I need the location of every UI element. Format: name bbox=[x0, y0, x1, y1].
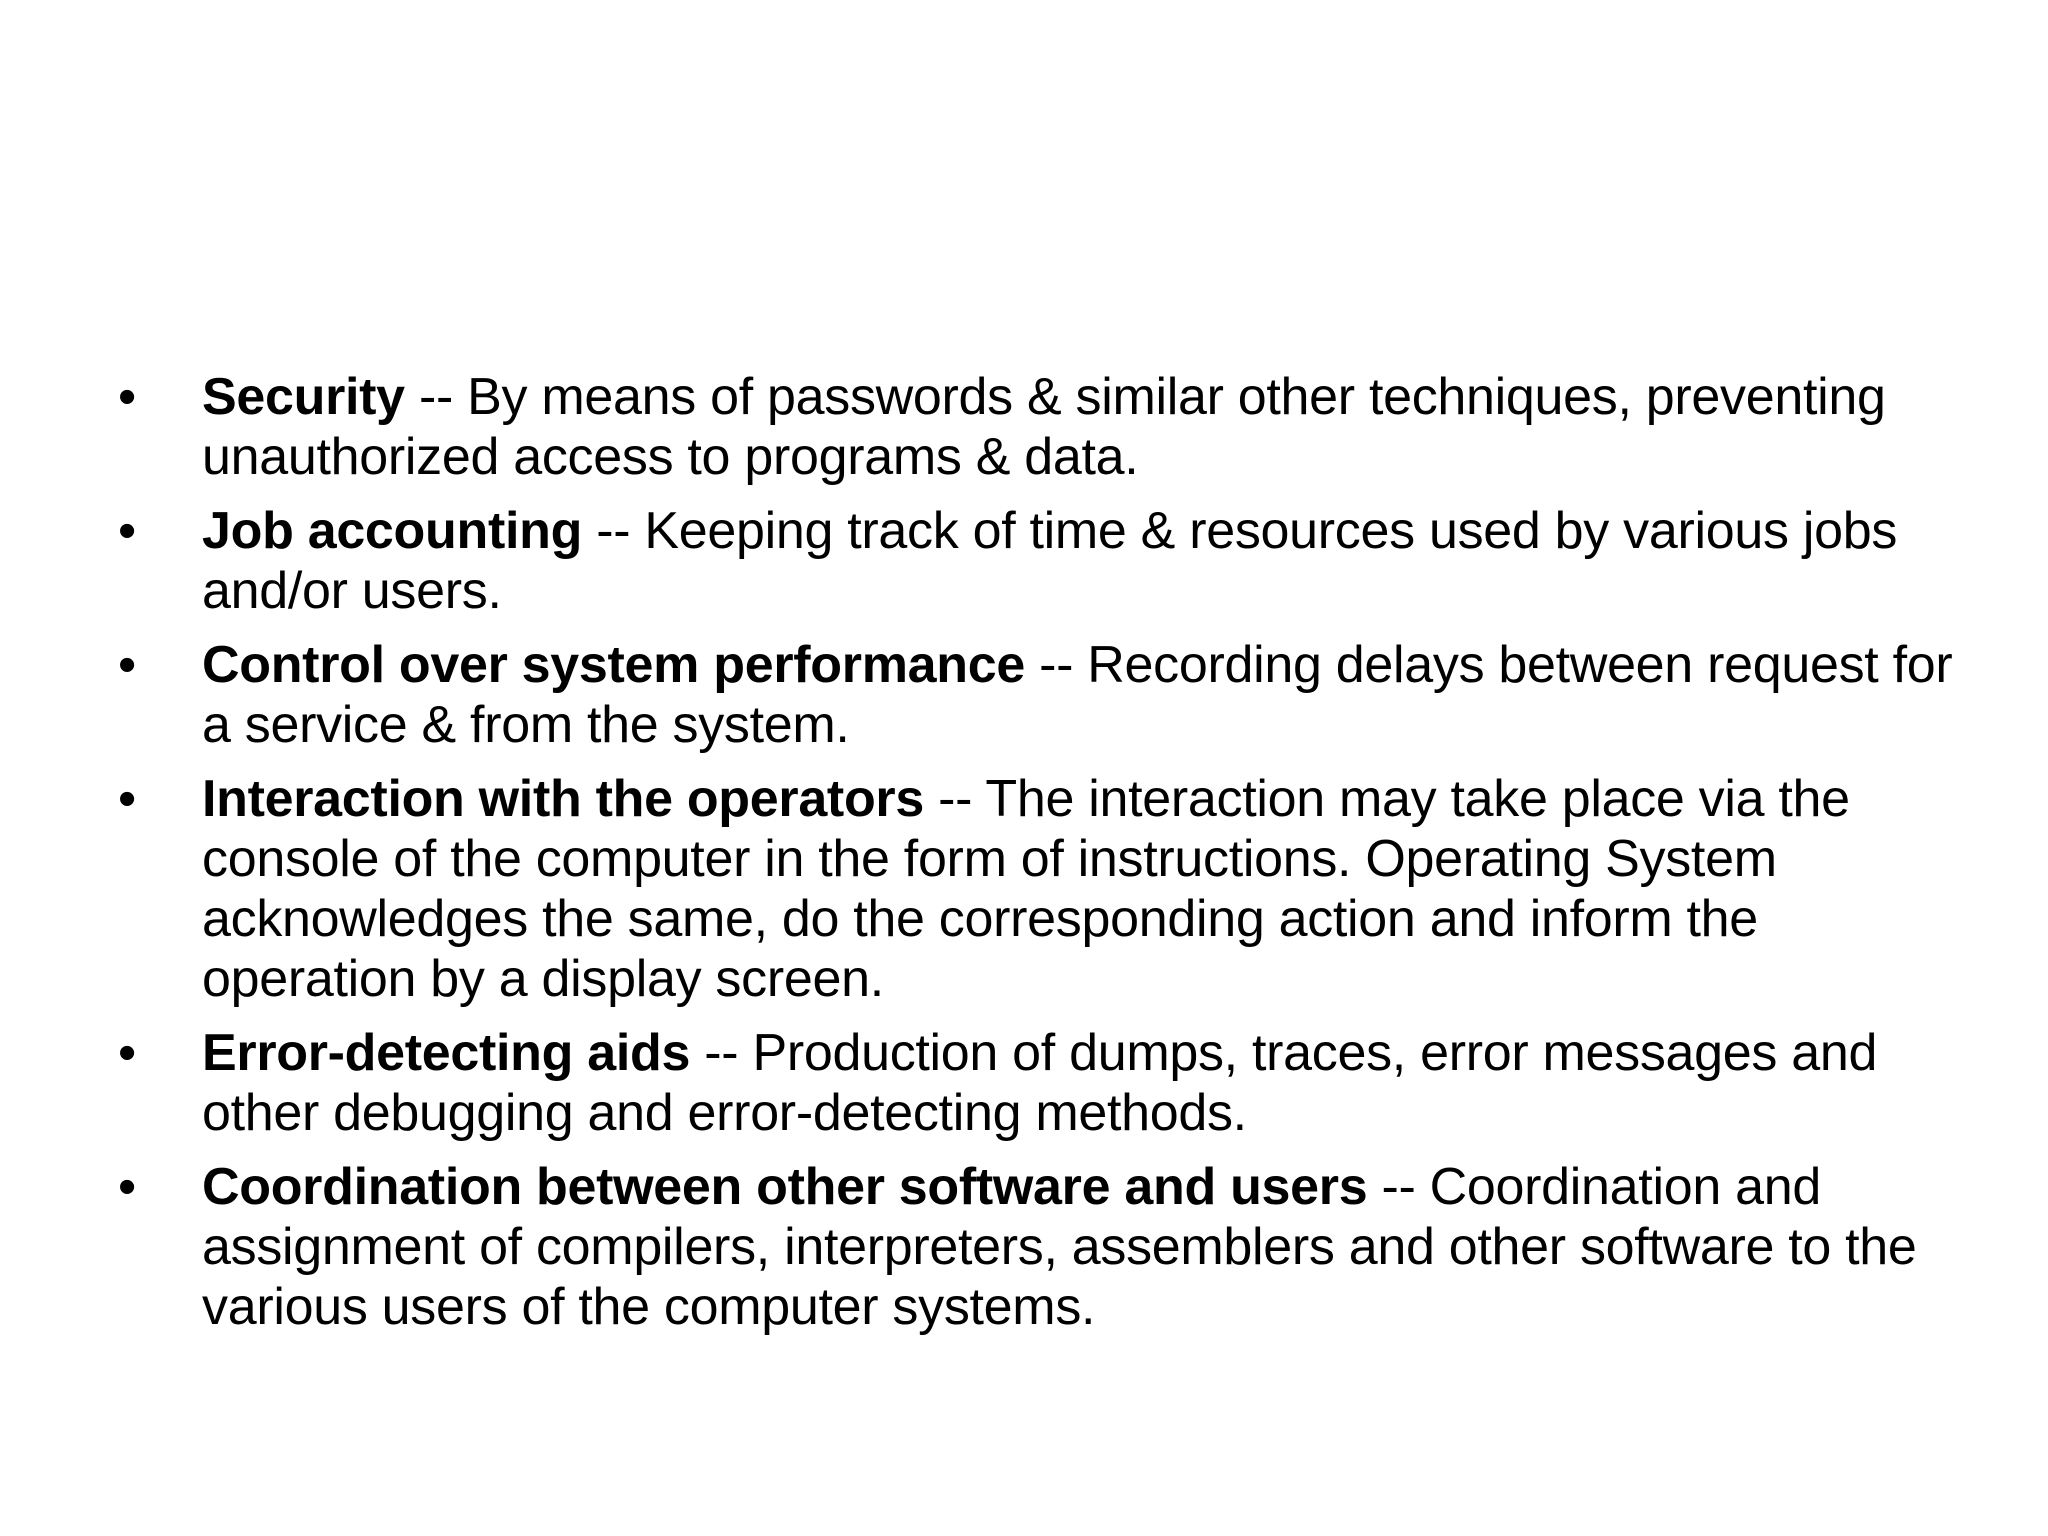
item-term: Security bbox=[202, 368, 405, 426]
item-separator: -- bbox=[923, 770, 986, 828]
item-separator: -- bbox=[690, 1024, 753, 1082]
list-item bbox=[118, 769, 1958, 1009]
item-description: Keeping track of time & resources used by various jobs and/or users. bbox=[202, 502, 1898, 620]
item-separator: -- bbox=[1367, 1158, 1430, 1216]
item-separator: -- bbox=[404, 368, 468, 426]
item-description: The interaction may take place via the console of the computer in the form of instructions. Operating System acknowledges the same, do the corresponding action and inform the operation by a display screen. bbox=[202, 770, 1850, 1008]
list-item bbox=[118, 501, 1958, 621]
bullet-icon: • bbox=[118, 502, 136, 560]
bullet-list bbox=[118, 367, 1958, 1351]
bullet-icon: • bbox=[118, 1024, 136, 1082]
item-separator: -- bbox=[1024, 636, 1088, 694]
item-term: Error-detecting aids bbox=[202, 1024, 691, 1082]
item-description: Recording delays between request for a service & from the system. bbox=[202, 636, 1953, 754]
item-term: Coordination between other software and users bbox=[202, 1158, 1368, 1216]
bullet-icon: • bbox=[118, 1158, 136, 1216]
list-item bbox=[118, 367, 1958, 487]
bullet-icon: • bbox=[118, 368, 136, 426]
item-description: Production of dumps, traces, error messages and other debugging and error-detecting methods. bbox=[202, 1024, 1878, 1142]
item-term: Control over system performance bbox=[202, 636, 1025, 694]
list-item bbox=[118, 1023, 1958, 1143]
item-description: Coordination and assignment of compilers, interpreters, assemblers and other software to the various users of the computer systems. bbox=[202, 1158, 1917, 1336]
item-term: Job accounting bbox=[202, 502, 583, 560]
bullet-icon: • bbox=[118, 770, 136, 828]
item-term: Interaction with the operators bbox=[202, 770, 924, 828]
item-separator: -- bbox=[582, 502, 645, 560]
list-item bbox=[118, 635, 1958, 755]
item-description: By means of passwords & similar other techniques, preventing unauthorized access to programs & data. bbox=[202, 368, 1886, 486]
bullet-icon: • bbox=[118, 636, 136, 694]
list-item bbox=[118, 1157, 1958, 1337]
